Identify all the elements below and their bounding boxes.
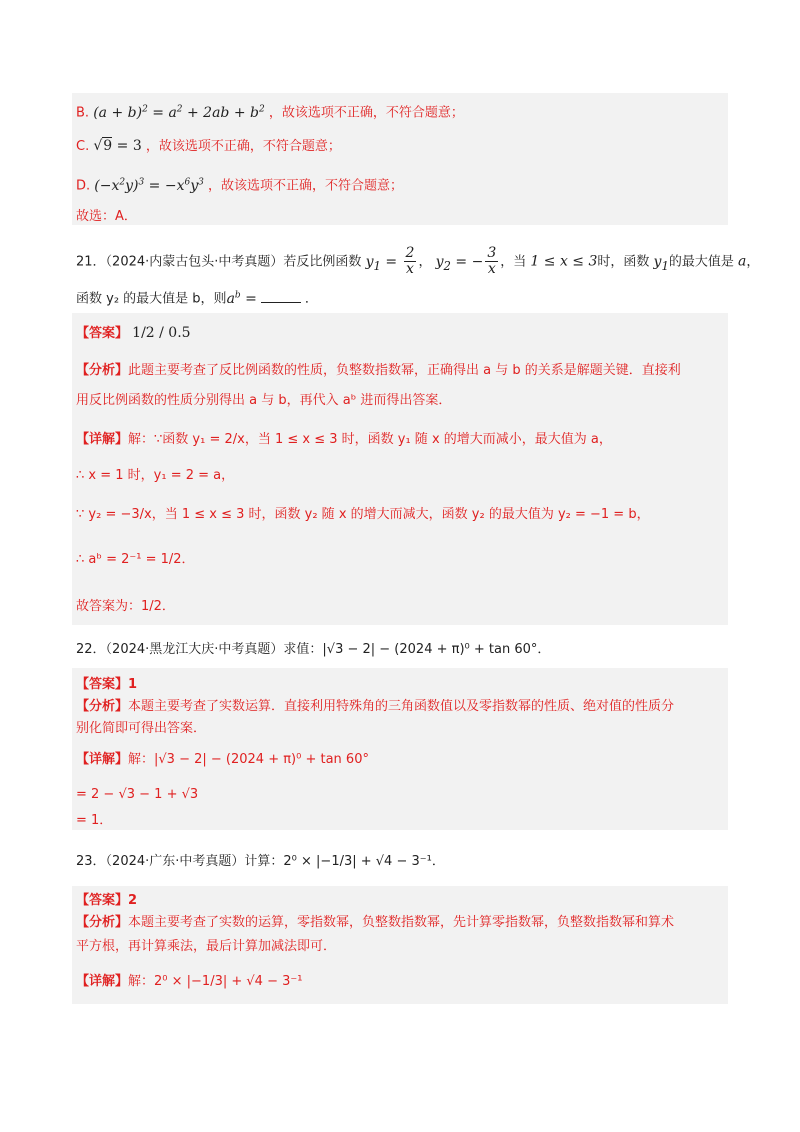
option-b-math: $(a + b)^2 = a^2 + 2ab + b^2$ <box>93 104 265 121</box>
q21-detail-2: ∴ x = 1 时，y₁ = 2 = a， <box>76 468 235 483</box>
q21-detail: 【详解】解：∵函数 y₁ = 2/x，当 1 ≤ x ≤ 3 时，函数 y₁ 随 x 的增大而减小，最大值为 a， <box>76 432 612 447</box>
q21-analysis-line2: 用反比例函数的性质分别得出 a 与 b，再代入 aᵇ 进而得出答案． <box>76 393 452 408</box>
q21-question: 21．（2024·内蒙古包头·中考真题）若反比例函数 $y_1$ = $\frac{2}{x}$ ， $y_2$ = − $\frac{3}{x}$ ，当 1 ≤ x ≤ 3时，函数 $y_1$的最大值是 a， <box>76 245 760 277</box>
q21-answer-value: 1/2 / 0.5 <box>132 325 191 341</box>
q22-analysis-line2: 别化简即可得出答案． <box>76 721 207 736</box>
option-b: B. $(a + b)^2 = a^2 + 2ab + b^2$ ，故该选项不正确，不符合题意； <box>76 104 464 121</box>
q21-range: 1 ≤ x ≤ 3 <box>530 253 598 270</box>
q22-detail-2: = 2 − √3 − 1 + √3 <box>76 787 199 802</box>
q22-detail-3: = 1． <box>76 813 113 828</box>
q21-answer: 【答案】 1/2 / 0.5 <box>76 325 191 341</box>
q21-a: a <box>738 253 747 270</box>
choice: 故选：A． <box>76 209 137 224</box>
q23-analysis: 【分析】本题主要考查了实数的运算，零指数幂，负整数指数幂，先计算零指数幂，负整数指数幂和算术 <box>76 915 675 930</box>
q21-ab: $a^b$ = <box>226 290 257 307</box>
q23-analysis-line2: 平方根，再计算乘法，最后计算加减法即可． <box>76 939 337 954</box>
q21-question-line2: 函数 y₂ 的最大值是 b，则$a^b$ = ． <box>76 290 318 307</box>
option-d-math: $(-x^2y)^3 = -x^6y^3$ <box>94 177 204 194</box>
q22-answer: 【答案】1 <box>76 677 138 692</box>
q22-question: 22．（2024·黑龙江大庆·中考真题）求值：|√3 − 2| − (2024 + π)⁰ + tan 60°． <box>76 642 551 657</box>
q23-answer: 【答案】2 <box>76 893 138 908</box>
q21-func2: $y_2$ = − $\frac{3}{x}$ <box>435 245 497 277</box>
q21-final: 故答案为：1/2． <box>76 599 175 614</box>
q21-y1: $y_1$ <box>653 253 669 273</box>
q21-analysis: 【分析】此题主要考查了反比例函数的性质，负整数指数幂，正确得出 a 与 b 的关系是解题关键．直接利 <box>76 363 681 378</box>
q22-detail: 【详解】解：|√3 − 2| − (2024 + π)⁰ + tan 60° <box>76 752 369 767</box>
option-c-math: √9 = 3 <box>93 138 142 154</box>
answer-blank <box>261 290 301 303</box>
option-d: D. $(-x^2y)^3 = -x^6y^3$ ，故该选项不正确，不符合题意； <box>76 177 404 194</box>
q23-detail: 【详解】解：2⁰ × |−1/3| + √4 − 3⁻¹ <box>76 974 303 989</box>
q22-solution-panel <box>72 668 728 830</box>
q21-detail-3: ∵ y₂ = −3/x，当 1 ≤ x ≤ 3 时，函数 y₂ 随 x 的增大而减大，函数 y₂ 的最大值为 y₂ = −1 = b， <box>76 507 650 522</box>
q21-func1: $y_1$ = $\frac{2}{x}$ <box>365 245 415 277</box>
option-c: C. √9 = 3 ，故该选项不正确，不符合题意； <box>76 138 341 154</box>
q21-detail-4: ∴ aᵇ = 2⁻¹ = 1/2． <box>76 552 195 567</box>
q22-analysis: 【分析】本题主要考查了实数运算．直接利用特殊角的三角函数值以及零指数幂的性质、绝对值的性质分 <box>76 699 675 714</box>
q23-question: 23．（2024·广东·中考真题）计算：2⁰ × |−1/3| + √4 − 3⁻¹． <box>76 854 445 869</box>
